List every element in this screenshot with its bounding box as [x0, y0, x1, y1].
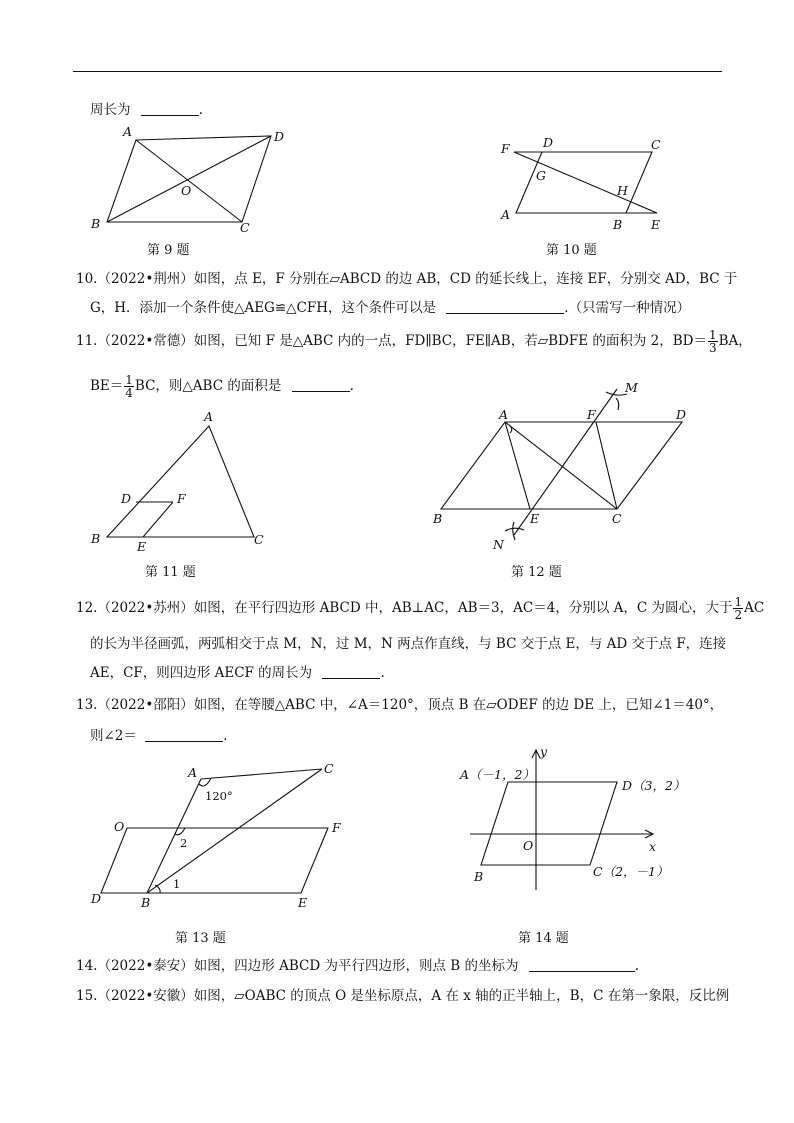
fig14-label-x: x — [649, 839, 657, 854]
q11-fraction-2 — [124, 374, 134, 399]
fig9-label-a: A — [123, 124, 133, 139]
fig11-label-d: D — [121, 491, 132, 506]
figure-12 — [432, 380, 686, 552]
fig11-label-f: F — [177, 491, 186, 506]
fig13-label-2: 2 — [180, 836, 188, 850]
fig11-label-c: C — [254, 532, 264, 547]
fig9-label-d: D — [274, 129, 285, 144]
q14-line1-end: . — [634, 958, 640, 974]
q12-fraction — [733, 596, 743, 621]
fig11-segment-fe — [143, 502, 173, 537]
fig10-label-b: B — [613, 217, 623, 232]
q11-line1 — [76, 329, 752, 354]
fig10-label-f: F — [501, 141, 510, 156]
q12-line3 — [90, 667, 385, 681]
q11-line2-end: . — [349, 378, 354, 394]
q13-line2 — [90, 730, 228, 744]
fig10-label-c: C — [651, 137, 661, 152]
fig12-label-a: A — [499, 407, 509, 422]
fig14-label-b: B — [474, 869, 484, 884]
fig12-segment-fc — [596, 422, 617, 509]
fig13-label-o: O — [114, 819, 125, 834]
fig11-label-b: B — [91, 531, 101, 546]
q15-line1: 15.（2022•安徽）如图，▱OABC 的顶点 O 是坐标原点，A 在 x 轴的正半轴上，B，C 在第一象限，反比例 — [76, 988, 730, 1004]
fig11-triangle-abc — [107, 426, 254, 537]
q11-line1-text: 11.（2022•常德）如图，已知 F 是△ABC 内的一点，FD∥BC，FE∥AB，若▱BDFE 的面积为 2，BD＝ — [76, 333, 707, 349]
fig12-arc-m — [606, 392, 627, 395]
q12-frac-numerator: 1 — [734, 595, 743, 609]
q11-line2-text: BC，则△ABC 的面积是 — [134, 378, 282, 394]
fig10-label-d: D — [543, 135, 554, 150]
caption-fig14: 第 14 题 — [518, 931, 569, 946]
fig14-parallelogram — [481, 782, 617, 865]
fig10-label-e: E — [651, 217, 661, 232]
q12-line3-end: . — [380, 665, 385, 681]
caption-fig12: 第 12 题 — [511, 565, 562, 580]
fig12-segment-ae — [505, 422, 530, 509]
q12-line1-text: 12.（2022•苏州）如图，在平行四边形 ABCD 中，AB⊥AC，AB＝3，AC＝4，分别以 A，C 为圆心，大于 — [76, 600, 733, 616]
figure-10 — [500, 135, 661, 232]
fig13-label-a: A — [188, 765, 198, 780]
fig12-label-m: M — [625, 380, 638, 395]
q11-line2 — [90, 374, 354, 399]
q13-line2-text: 则∠2＝ — [90, 728, 137, 744]
q14-line1 — [76, 960, 639, 974]
q12-frac-denominator: 2 — [734, 608, 743, 622]
fig9-label-c: C — [240, 220, 250, 235]
fig13-label-e: E — [298, 895, 308, 910]
fig14-label-d: D（3，2） — [622, 778, 686, 793]
q11-frac2-numerator: 1 — [125, 373, 133, 387]
q10-line2-text: G，H．添加一个条件使△AEG≌△CFH，这个条件可以是 — [90, 300, 436, 316]
fig12-label-c: C — [612, 511, 622, 526]
q10-answer-blank — [446, 302, 564, 314]
fig14-label-a: A（－1，2） — [460, 767, 535, 782]
fig11-label-a: A — [204, 409, 214, 424]
fig12-label-f: F — [587, 407, 596, 422]
q12-line2: 的长为半径画弧，两弧相交于点 M，N，过 M，N 两点作直线，与 BC 交于点 E，与 AD 交于点 F，连接 — [90, 636, 727, 652]
fig9-diagonal-ac — [136, 140, 242, 222]
q14-answer-blank — [529, 960, 635, 972]
q10-line2 — [90, 302, 690, 316]
fig13-label-b: B — [141, 895, 151, 910]
q13-line1: 13.（2022•邵阳）如图，在等腰△ABC 中，∠A＝120°，顶点 B 在▱ODEF 的边 DE 上，已知∠1＝40°， — [76, 697, 724, 713]
q12-line1 — [76, 596, 764, 621]
fig10-label-h: H — [617, 183, 628, 198]
q12-answer-blank — [322, 667, 380, 679]
q11-frac1-denominator: 3 — [708, 341, 717, 355]
q12-line3-text: AE，CF，则四边形 AECF 的周长为 — [90, 665, 313, 681]
fig12-arc-m2 — [616, 398, 619, 410]
q11-frac2-denominator: 4 — [125, 386, 133, 400]
q10-line1: 10.（2022•荆州）如图，点 E，F 分别在▱ABCD 的边 AB，CD 的延长线上，连接 EF，分别交 AD，BC 于 — [76, 271, 738, 287]
fig13-label-d: D — [91, 891, 102, 906]
fig13-segment-bc — [147, 769, 322, 893]
fig9-label-b: B — [91, 216, 101, 231]
fig13-label-angle-a: 120° — [205, 789, 233, 803]
fig12-label-n: N — [493, 537, 504, 552]
q10-line2-end: .（只需写一种情况） — [564, 300, 691, 316]
fig12-right-angle-a — [509, 425, 512, 433]
fig12-label-b: B — [433, 511, 443, 526]
fig12-segment-ac — [505, 422, 617, 509]
q11-fraction-1 — [708, 329, 718, 354]
fig14-label-c: C（2，－1） — [593, 864, 669, 879]
q11-answer-blank — [292, 380, 350, 392]
fig13-segment-ac — [201, 769, 322, 779]
fig13-segment-ba — [147, 779, 201, 893]
q11-frac1-numerator: 1 — [708, 328, 717, 342]
figure-14 — [459, 744, 685, 890]
q11-line2-start: BE＝ — [90, 378, 124, 394]
fig13-label-c: C — [324, 761, 334, 776]
caption-fig10: 第 10 题 — [546, 243, 597, 258]
fig13-parallelogram-odef — [101, 828, 328, 893]
figure-11 — [90, 409, 264, 554]
caption-fig9: 第 9 题 — [147, 243, 190, 258]
q11-line1-end: BA， — [718, 333, 752, 349]
q9-tail-end: . — [198, 102, 204, 118]
caption-fig13: 第 13 题 — [175, 931, 226, 946]
fig12-arc-n — [505, 528, 524, 531]
q14-line1-text: 14.（2022•泰安）如图，四边形 ABCD 为平行四边形，则点 B 的坐标为 — [76, 958, 519, 974]
figure-9 — [90, 124, 284, 235]
fig12-arc-n2 — [513, 522, 515, 540]
fig10-label-g: G — [536, 168, 546, 183]
q13-answer-blank — [145, 730, 223, 742]
caption-fig11: 第 11 题 — [145, 565, 196, 580]
fig12-label-e: E — [530, 511, 540, 526]
fig9-label-o: O — [181, 183, 192, 198]
q9-tail-text: 周长为 — [90, 102, 131, 118]
fig14-label-y: y — [540, 744, 548, 759]
fig13-label-1: 1 — [173, 877, 181, 891]
q12-line1-end: AC — [744, 600, 765, 616]
figure-13 — [90, 761, 342, 910]
fig13-label-f: F — [332, 820, 341, 835]
fig12-label-d: D — [676, 407, 687, 422]
fig14-label-o: O — [523, 838, 534, 853]
fig10-label-a: A — [501, 207, 511, 222]
q13-line2-end: . — [223, 728, 228, 744]
fig11-label-e: E — [137, 539, 147, 554]
